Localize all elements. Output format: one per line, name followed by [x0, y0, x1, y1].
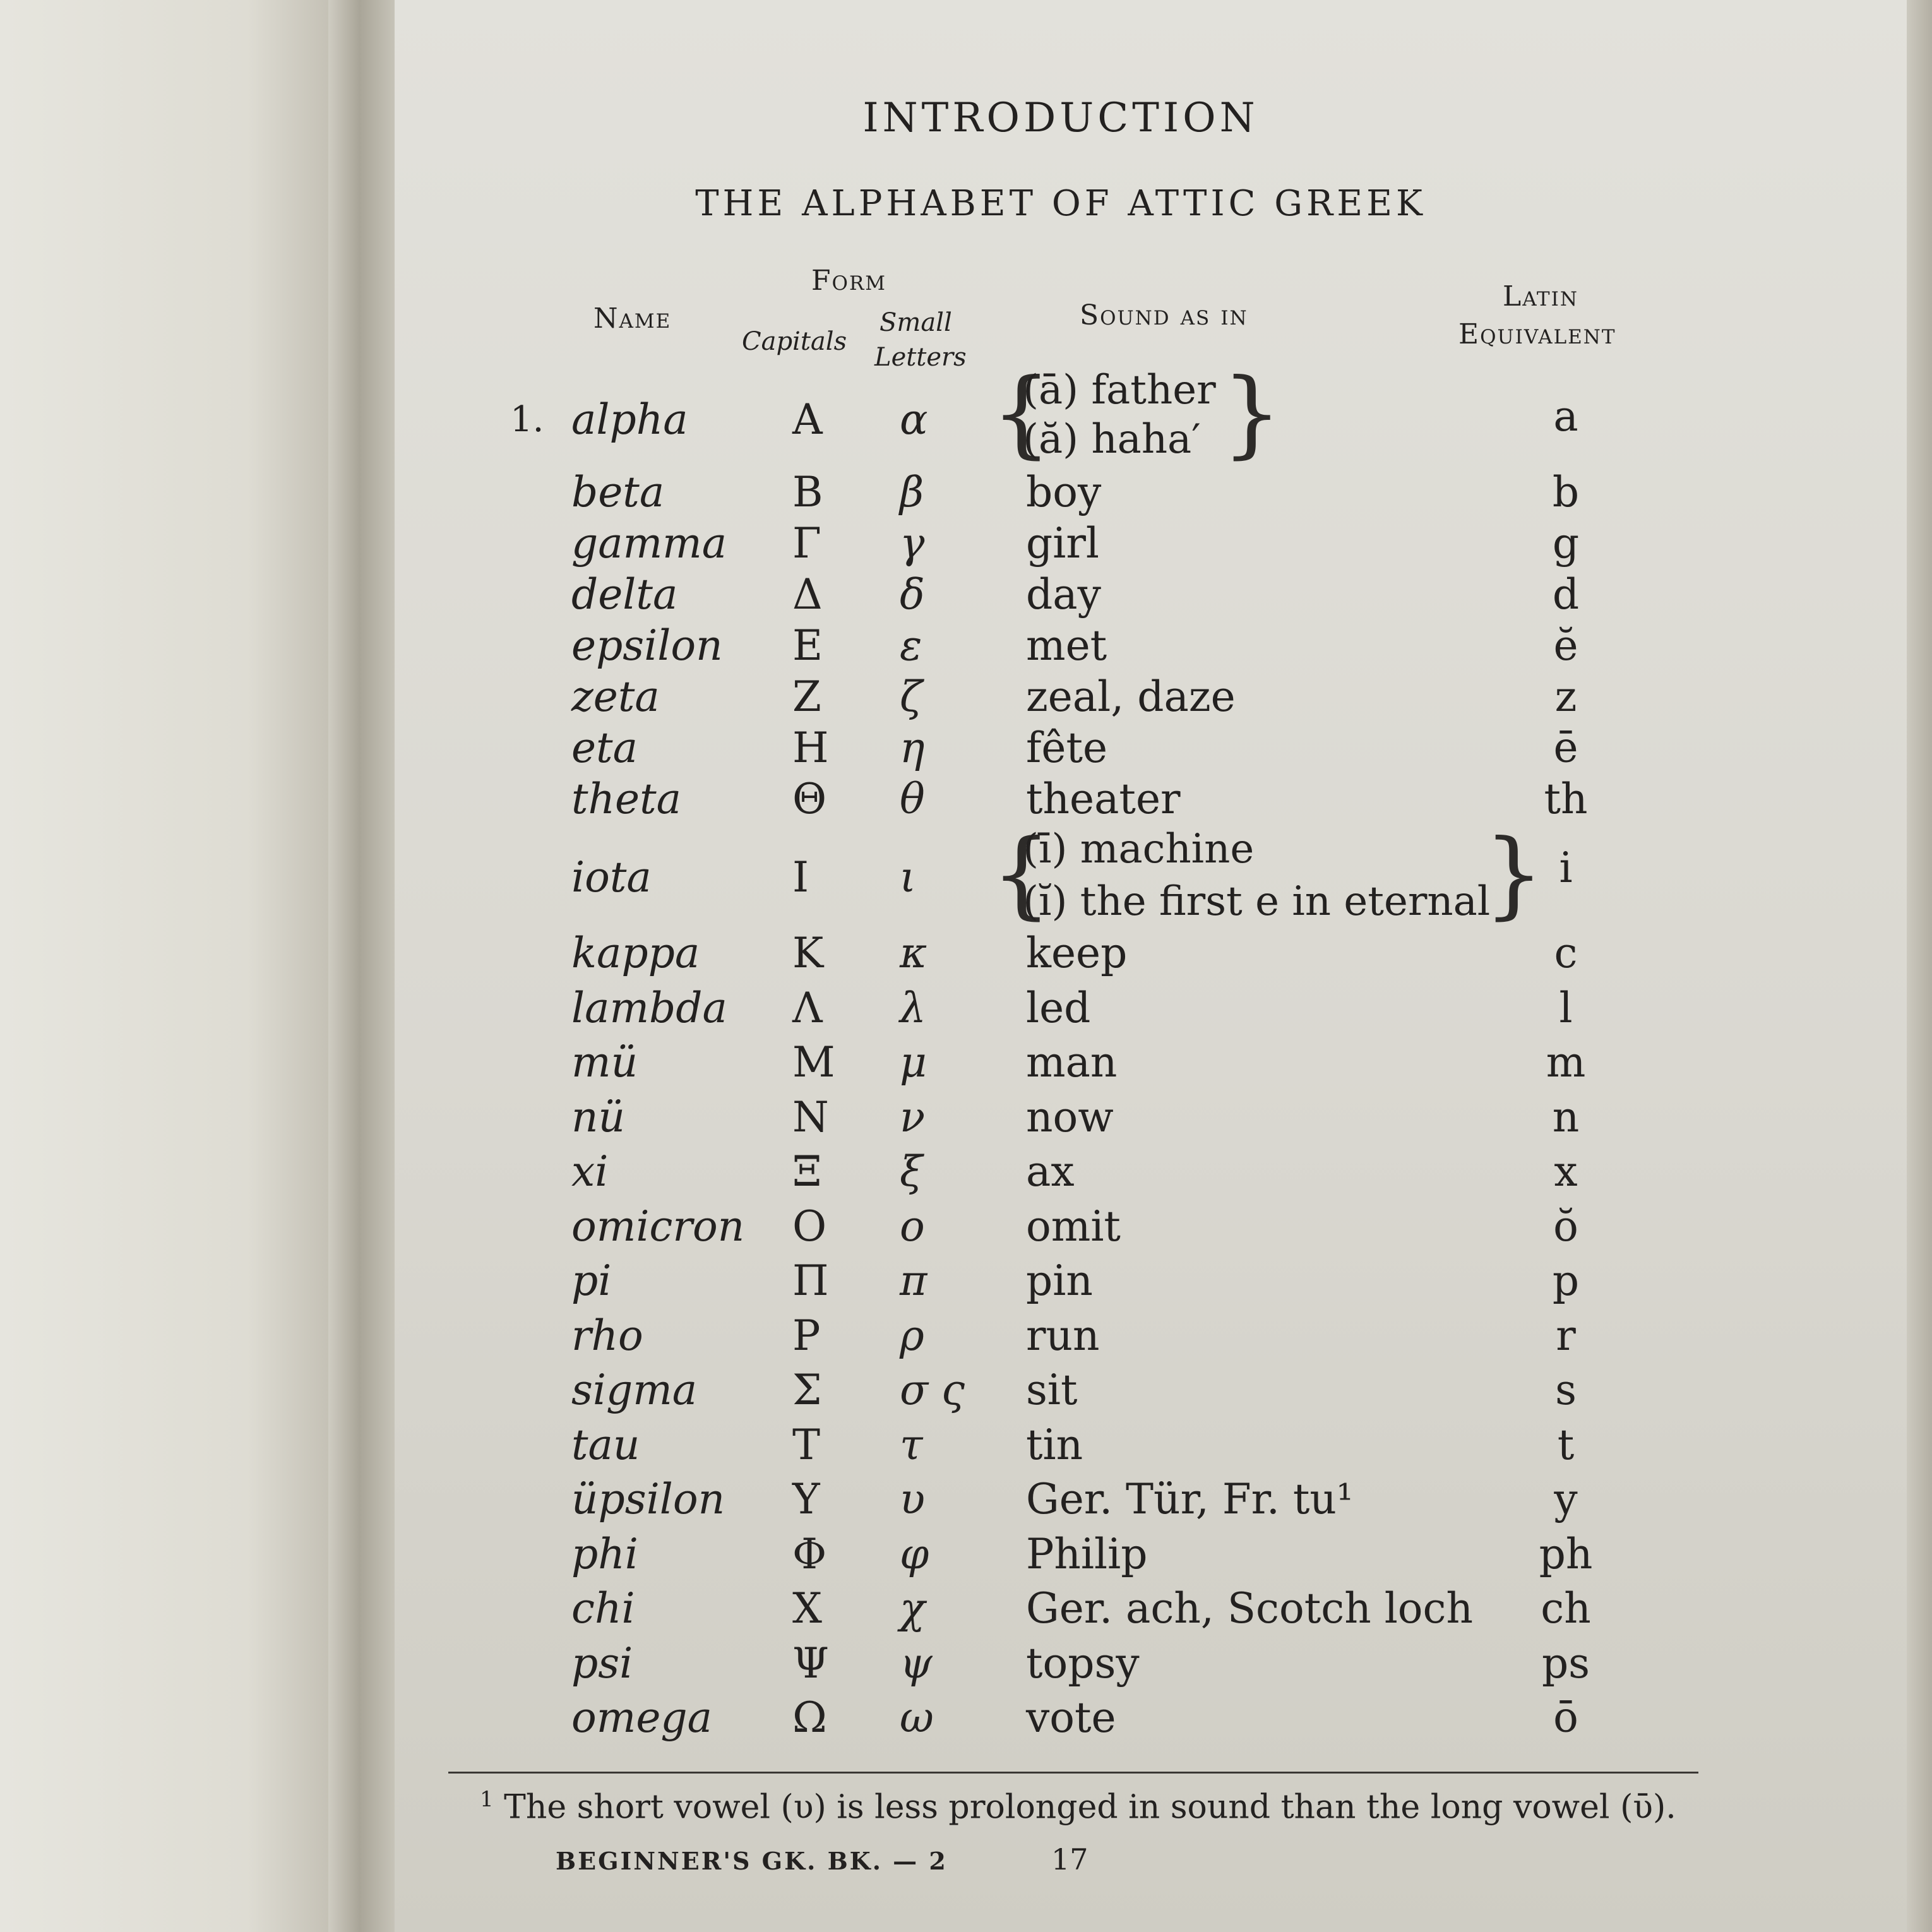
table-row: [0, 1311, 1932, 1361]
row-number: 1.: [510, 399, 544, 440]
capital-letter: Ψ: [792, 1638, 829, 1688]
capital-letter: Ο: [792, 1202, 827, 1251]
sound-short: (ă) haha′: [1023, 416, 1201, 463]
small-letter: δ: [900, 570, 925, 619]
latin-equivalent: ph: [1539, 1529, 1593, 1578]
capital-letter: Β: [792, 468, 823, 516]
capital-letter: Θ: [792, 775, 827, 823]
small-letter: β: [900, 468, 924, 516]
header-small: Small: [880, 308, 952, 337]
letter-name: omicron: [571, 1202, 745, 1251]
footnote-rule: [448, 1772, 1698, 1774]
latin-equivalent: m: [1546, 1038, 1586, 1087]
capital-letter: Π: [792, 1256, 829, 1305]
capital-letter: Ρ: [792, 1311, 821, 1360]
letter-name: beta: [571, 468, 665, 516]
sound-example: fête: [1026, 724, 1108, 772]
sound-example: boy: [1026, 468, 1102, 516]
table-row: [0, 1583, 1932, 1634]
small-letter: π: [900, 1256, 927, 1305]
sound-example: vote: [1026, 1693, 1116, 1742]
small-letter: λ: [900, 983, 926, 1032]
capital-letter: Η: [792, 724, 829, 772]
letter-name: mü: [571, 1038, 638, 1087]
small-letter: χ: [900, 1584, 925, 1633]
latin-equivalent: b: [1552, 468, 1580, 516]
table-row: [0, 1147, 1932, 1197]
letter-name: rho: [571, 1311, 643, 1360]
capital-letter: Υ: [792, 1475, 820, 1524]
capital-letter: Γ: [792, 519, 821, 568]
running-title: INTRODUCTION: [862, 95, 1259, 141]
table-row: [0, 1202, 1932, 1252]
small-letter: κ: [900, 929, 927, 977]
capital-letter: Δ: [792, 570, 823, 619]
letter-name: xi: [571, 1147, 609, 1196]
sound-example: topsy: [1026, 1638, 1140, 1688]
table-row: [0, 569, 1932, 620]
sound-example: led: [1026, 983, 1091, 1032]
latin-equivalent: ŏ: [1553, 1202, 1578, 1251]
table-row: [0, 1474, 1932, 1525]
letter-name: delta: [571, 570, 678, 619]
small-letter: ρ: [900, 1311, 924, 1360]
sound-example: Philip: [1026, 1529, 1148, 1578]
sound-example: Ger. ach, Scotch loch: [1026, 1584, 1474, 1633]
sound-example: run: [1026, 1311, 1100, 1360]
capital-letter: Μ: [792, 1038, 835, 1087]
table-row: [0, 672, 1932, 722]
letter-name: nü: [571, 1092, 626, 1142]
table-row: [0, 1365, 1932, 1416]
latin-equivalent: l: [1559, 983, 1573, 1032]
small-letter: μ: [900, 1038, 927, 1087]
letter-name: pi: [571, 1256, 612, 1305]
capital-letter: Ζ: [792, 672, 821, 721]
latin-equivalent: d: [1552, 570, 1580, 619]
latin-equivalent: th: [1544, 775, 1588, 823]
capital-letter: Ι: [792, 853, 809, 902]
table-row: [0, 774, 1932, 825]
small-letter: ι: [900, 853, 916, 902]
latin-equivalent: z: [1554, 672, 1577, 721]
letter-name: gamma: [571, 519, 727, 568]
latin-equivalent: s: [1555, 1366, 1577, 1414]
capital-letter: Α: [792, 395, 823, 444]
sound-example: Ger. Tür, Fr. tu¹: [1026, 1475, 1354, 1524]
page-number: 17: [1051, 1842, 1088, 1876]
table-row: [0, 983, 1932, 1034]
sound-example: zeal, daze: [1026, 672, 1236, 721]
table-row: [0, 1092, 1932, 1143]
letter-name: lambda: [571, 983, 727, 1032]
table-row: [0, 723, 1932, 773]
small-letter: γ: [900, 519, 925, 568]
small-letter: ζ: [900, 672, 922, 721]
latin-equivalent: a: [1553, 392, 1578, 441]
small-letter: ν: [900, 1092, 926, 1142]
sound-example: girl: [1026, 519, 1100, 568]
latin-equivalent: n: [1552, 1092, 1580, 1142]
latin-equivalent: x: [1554, 1147, 1578, 1196]
letter-name: kappa: [571, 929, 700, 977]
small-letter: ο: [900, 1202, 925, 1251]
sound-long: (ā) father: [1023, 367, 1216, 414]
capital-letter: Ξ: [792, 1147, 822, 1196]
table-row: [0, 518, 1932, 569]
latin-equivalent: ch: [1541, 1584, 1591, 1633]
header-equivalent: Equivalent: [1458, 318, 1616, 350]
small-letter: υ: [900, 1475, 926, 1524]
table-row: [0, 1693, 1932, 1743]
sound-example: now: [1026, 1092, 1114, 1142]
sound-example: man: [1026, 1038, 1118, 1087]
small-letter: ξ: [900, 1147, 923, 1196]
table-row: [0, 1638, 1932, 1689]
letter-name: eta: [571, 724, 638, 772]
small-letter: ω: [900, 1693, 934, 1742]
sound-example: met: [1026, 621, 1107, 670]
sound-long: (ī) machine: [1023, 826, 1255, 873]
capital-letter: Κ: [792, 929, 824, 977]
capital-letter: Τ: [792, 1420, 821, 1469]
left-brace: {: [991, 820, 1052, 929]
letter-name: phi: [571, 1529, 638, 1578]
letter-name: sigma: [571, 1366, 698, 1414]
right-brace: }: [1484, 820, 1544, 929]
table-row: [0, 467, 1932, 518]
left-brace: {: [991, 359, 1052, 468]
letter-name: tau: [571, 1420, 640, 1469]
capital-letter: Λ: [792, 983, 823, 1032]
letter-name: zeta: [571, 672, 660, 721]
letter-name: iota: [571, 853, 652, 902]
small-letter: θ: [900, 775, 925, 823]
small-letter: φ: [900, 1529, 929, 1578]
header-form: Form: [811, 265, 887, 297]
latin-equivalent: y: [1554, 1475, 1578, 1524]
letter-name: alpha: [571, 395, 688, 444]
header-name: Name: [593, 302, 672, 335]
latin-equivalent: t: [1557, 1420, 1575, 1469]
right-brace: }: [1222, 359, 1282, 468]
capital-letter: Φ: [792, 1529, 827, 1578]
header-latin: Latin: [1503, 280, 1578, 313]
section-title: THE ALPHABET OF ATTIC GREEK: [695, 183, 1426, 224]
sound-short: (ĭ) the first e in eternal: [1023, 878, 1491, 925]
capital-letter: Ω: [792, 1693, 827, 1742]
small-letter: σ ς: [900, 1366, 965, 1414]
small-letter: α: [900, 395, 928, 444]
capital-letter: Ν: [792, 1092, 829, 1142]
small-letter: ψ: [900, 1638, 933, 1688]
table-row-alpha: [0, 392, 1932, 445]
sound-example: tin: [1026, 1420, 1083, 1469]
sound-example: ax: [1026, 1147, 1075, 1196]
table-row: [0, 928, 1932, 979]
latin-equivalent: ĕ: [1553, 621, 1578, 670]
table-row: [0, 1420, 1932, 1470]
capital-letter: Ε: [792, 621, 823, 670]
latin-equivalent: ō: [1553, 1693, 1578, 1742]
table-row: [0, 1256, 1932, 1306]
latin-equivalent: ē: [1553, 724, 1578, 772]
sound-example: day: [1026, 570, 1101, 619]
header-letters: Letters: [874, 343, 967, 372]
letter-name: omega: [571, 1693, 712, 1742]
latin-equivalent: ps: [1541, 1638, 1590, 1688]
header-sound: Sound as in: [1080, 299, 1248, 331]
letter-name: psi: [571, 1638, 633, 1688]
footnote: [480, 1787, 1676, 1826]
sound-example: theater: [1026, 775, 1181, 823]
latin-equivalent: g: [1552, 519, 1580, 568]
sound-example: omit: [1026, 1202, 1121, 1251]
header-capitals: Capitals: [742, 327, 847, 356]
latin-equivalent: r: [1556, 1311, 1576, 1360]
small-letter: ε: [900, 621, 922, 670]
sound-example: sit: [1026, 1366, 1078, 1414]
small-letter: η: [900, 724, 925, 772]
signature-mark: BEGINNER'S GK. BK. — 2: [556, 1847, 948, 1875]
latin-equivalent: p: [1552, 1256, 1580, 1305]
latin-equivalent: c: [1554, 929, 1578, 977]
capital-letter: Σ: [792, 1366, 822, 1414]
letter-name: epsilon: [571, 621, 723, 670]
letter-name: chi: [571, 1584, 635, 1633]
footnote-text: The short vowel (υ) is less prolonged in sound than the long vowel (ῡ).: [504, 1788, 1676, 1827]
table-row: [0, 1037, 1932, 1088]
footnote-marker: 1: [480, 1787, 494, 1812]
sound-example: keep: [1026, 929, 1128, 977]
letter-name: üpsilon: [571, 1475, 725, 1524]
latin-equivalent: i: [1559, 844, 1573, 892]
sound-example: pin: [1026, 1256, 1093, 1305]
table-row: [0, 1529, 1932, 1580]
table-row: [0, 621, 1932, 671]
capital-letter: Χ: [792, 1584, 822, 1633]
letter-name: theta: [571, 775, 681, 823]
small-letter: τ: [900, 1420, 923, 1469]
